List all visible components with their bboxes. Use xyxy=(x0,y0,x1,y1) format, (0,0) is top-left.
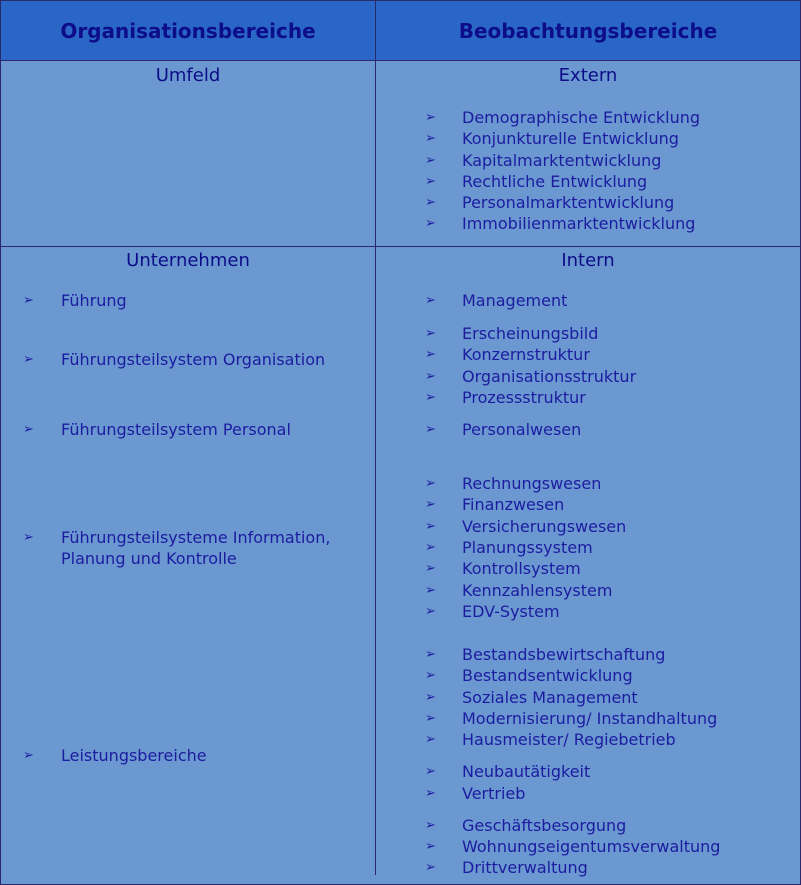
list-item: Rechnungswesen xyxy=(462,474,602,493)
list-item: Konjunkturelle Entwicklung xyxy=(462,129,679,148)
list-item: Immobilienmarktentwicklung xyxy=(462,214,696,233)
bullet-icon: ➢ xyxy=(425,195,436,210)
bullet-icon: ➢ xyxy=(425,604,436,619)
row-divider xyxy=(1,246,800,247)
list-item: Prozessstruktur xyxy=(462,388,586,407)
list-item: Hausmeister/ Regiebetrieb xyxy=(462,730,676,749)
list-item: Führung xyxy=(61,291,127,310)
list-item: Kontrollsystem xyxy=(462,559,581,578)
bullet-icon: ➢ xyxy=(425,131,436,146)
bullet-icon: ➢ xyxy=(425,540,436,555)
list-item: Personalwesen xyxy=(462,420,582,439)
list-item: Führungsteilsystem Organisation xyxy=(61,350,326,369)
bullet-icon: ➢ xyxy=(425,390,436,405)
list-item: Bestandsbewirtschaftung xyxy=(462,645,666,664)
bullet-icon: ➢ xyxy=(425,153,436,168)
list-item: Geschäftsbesorgung xyxy=(462,816,627,835)
list-item: Kennzahlensystem xyxy=(462,581,613,600)
bullet-icon: ➢ xyxy=(425,561,436,576)
bullet-icon: ➢ xyxy=(425,732,436,747)
bullet-icon: ➢ xyxy=(425,647,436,662)
bullet-icon: ➢ xyxy=(425,293,436,308)
bullet-icon: ➢ xyxy=(425,497,436,512)
bullet-icon: ➢ xyxy=(425,369,436,384)
list-item: Planungssystem xyxy=(462,538,593,557)
list-item: Führungsteilsystem Personal xyxy=(61,420,291,439)
bullet-icon: ➢ xyxy=(425,476,436,491)
list-item: Modernisierung/ Instandhaltung xyxy=(462,709,718,728)
list-item: Leistungsbereiche xyxy=(61,746,207,765)
bullet-icon: ➢ xyxy=(23,352,34,367)
bullet-icon: ➢ xyxy=(23,422,34,437)
header-organisationsbereiche: Organisationsbereiche xyxy=(60,18,316,43)
bullet-icon: ➢ xyxy=(425,583,436,598)
list-item: Planung und Kontrolle xyxy=(61,549,237,568)
bullet-icon: ➢ xyxy=(425,764,436,779)
list-item: Neubautätigkeit xyxy=(462,762,591,781)
table-header-row xyxy=(1,1,800,61)
list-item: Organisationsstruktur xyxy=(462,367,637,386)
list-item: Drittverwaltung xyxy=(462,858,588,877)
list-item: EDV-System xyxy=(462,602,560,621)
section-title-umfeld: Umfeld xyxy=(155,65,221,86)
list-item: Management xyxy=(462,291,568,310)
list-item: Führungsteilsysteme Information, xyxy=(61,528,331,547)
list-item: Soziales Management xyxy=(462,688,638,707)
bullet-icon: ➢ xyxy=(425,839,436,854)
bullet-icon: ➢ xyxy=(425,711,436,726)
list-item: Konzernstruktur xyxy=(462,345,590,364)
bullet-icon: ➢ xyxy=(425,668,436,683)
section-title-extern: Extern xyxy=(558,65,618,86)
bullet-icon: ➢ xyxy=(23,530,34,545)
section-title-unternehmen: Unternehmen xyxy=(126,250,250,271)
bullet-icon: ➢ xyxy=(425,818,436,833)
bullet-icon: ➢ xyxy=(425,216,436,231)
bullet-icon: ➢ xyxy=(425,347,436,362)
list-item: Finanzwesen xyxy=(462,495,565,514)
list-item: Versicherungswesen xyxy=(462,517,627,536)
bullet-icon: ➢ xyxy=(425,326,436,341)
bullet-icon: ➢ xyxy=(23,293,34,308)
bullet-icon: ➢ xyxy=(425,422,436,437)
bullet-icon: ➢ xyxy=(425,786,436,801)
list-item: Bestandsentwicklung xyxy=(462,666,633,685)
list-item: Vertrieb xyxy=(462,784,526,803)
bullet-icon: ➢ xyxy=(23,748,34,763)
bullet-icon: ➢ xyxy=(425,174,436,189)
bullet-icon: ➢ xyxy=(425,860,436,875)
list-item: Personalmarktentwicklung xyxy=(462,193,675,212)
list-item: Demographische Entwicklung xyxy=(462,108,701,127)
list-item: Erscheinungsbild xyxy=(462,324,599,343)
bullet-icon: ➢ xyxy=(425,690,436,705)
bullet-icon: ➢ xyxy=(425,519,436,534)
bullet-icon: ➢ xyxy=(425,110,436,125)
list-item: Wohnungseigentumsverwaltung xyxy=(462,837,721,856)
list-item: Kapitalmarktentwicklung xyxy=(462,151,662,170)
header-beobachtungsbereiche: Beobachtungsbereiche xyxy=(458,18,718,43)
column-divider xyxy=(375,1,376,875)
list-item: Rechtliche Entwicklung xyxy=(462,172,648,191)
section-title-intern: Intern xyxy=(561,250,615,271)
